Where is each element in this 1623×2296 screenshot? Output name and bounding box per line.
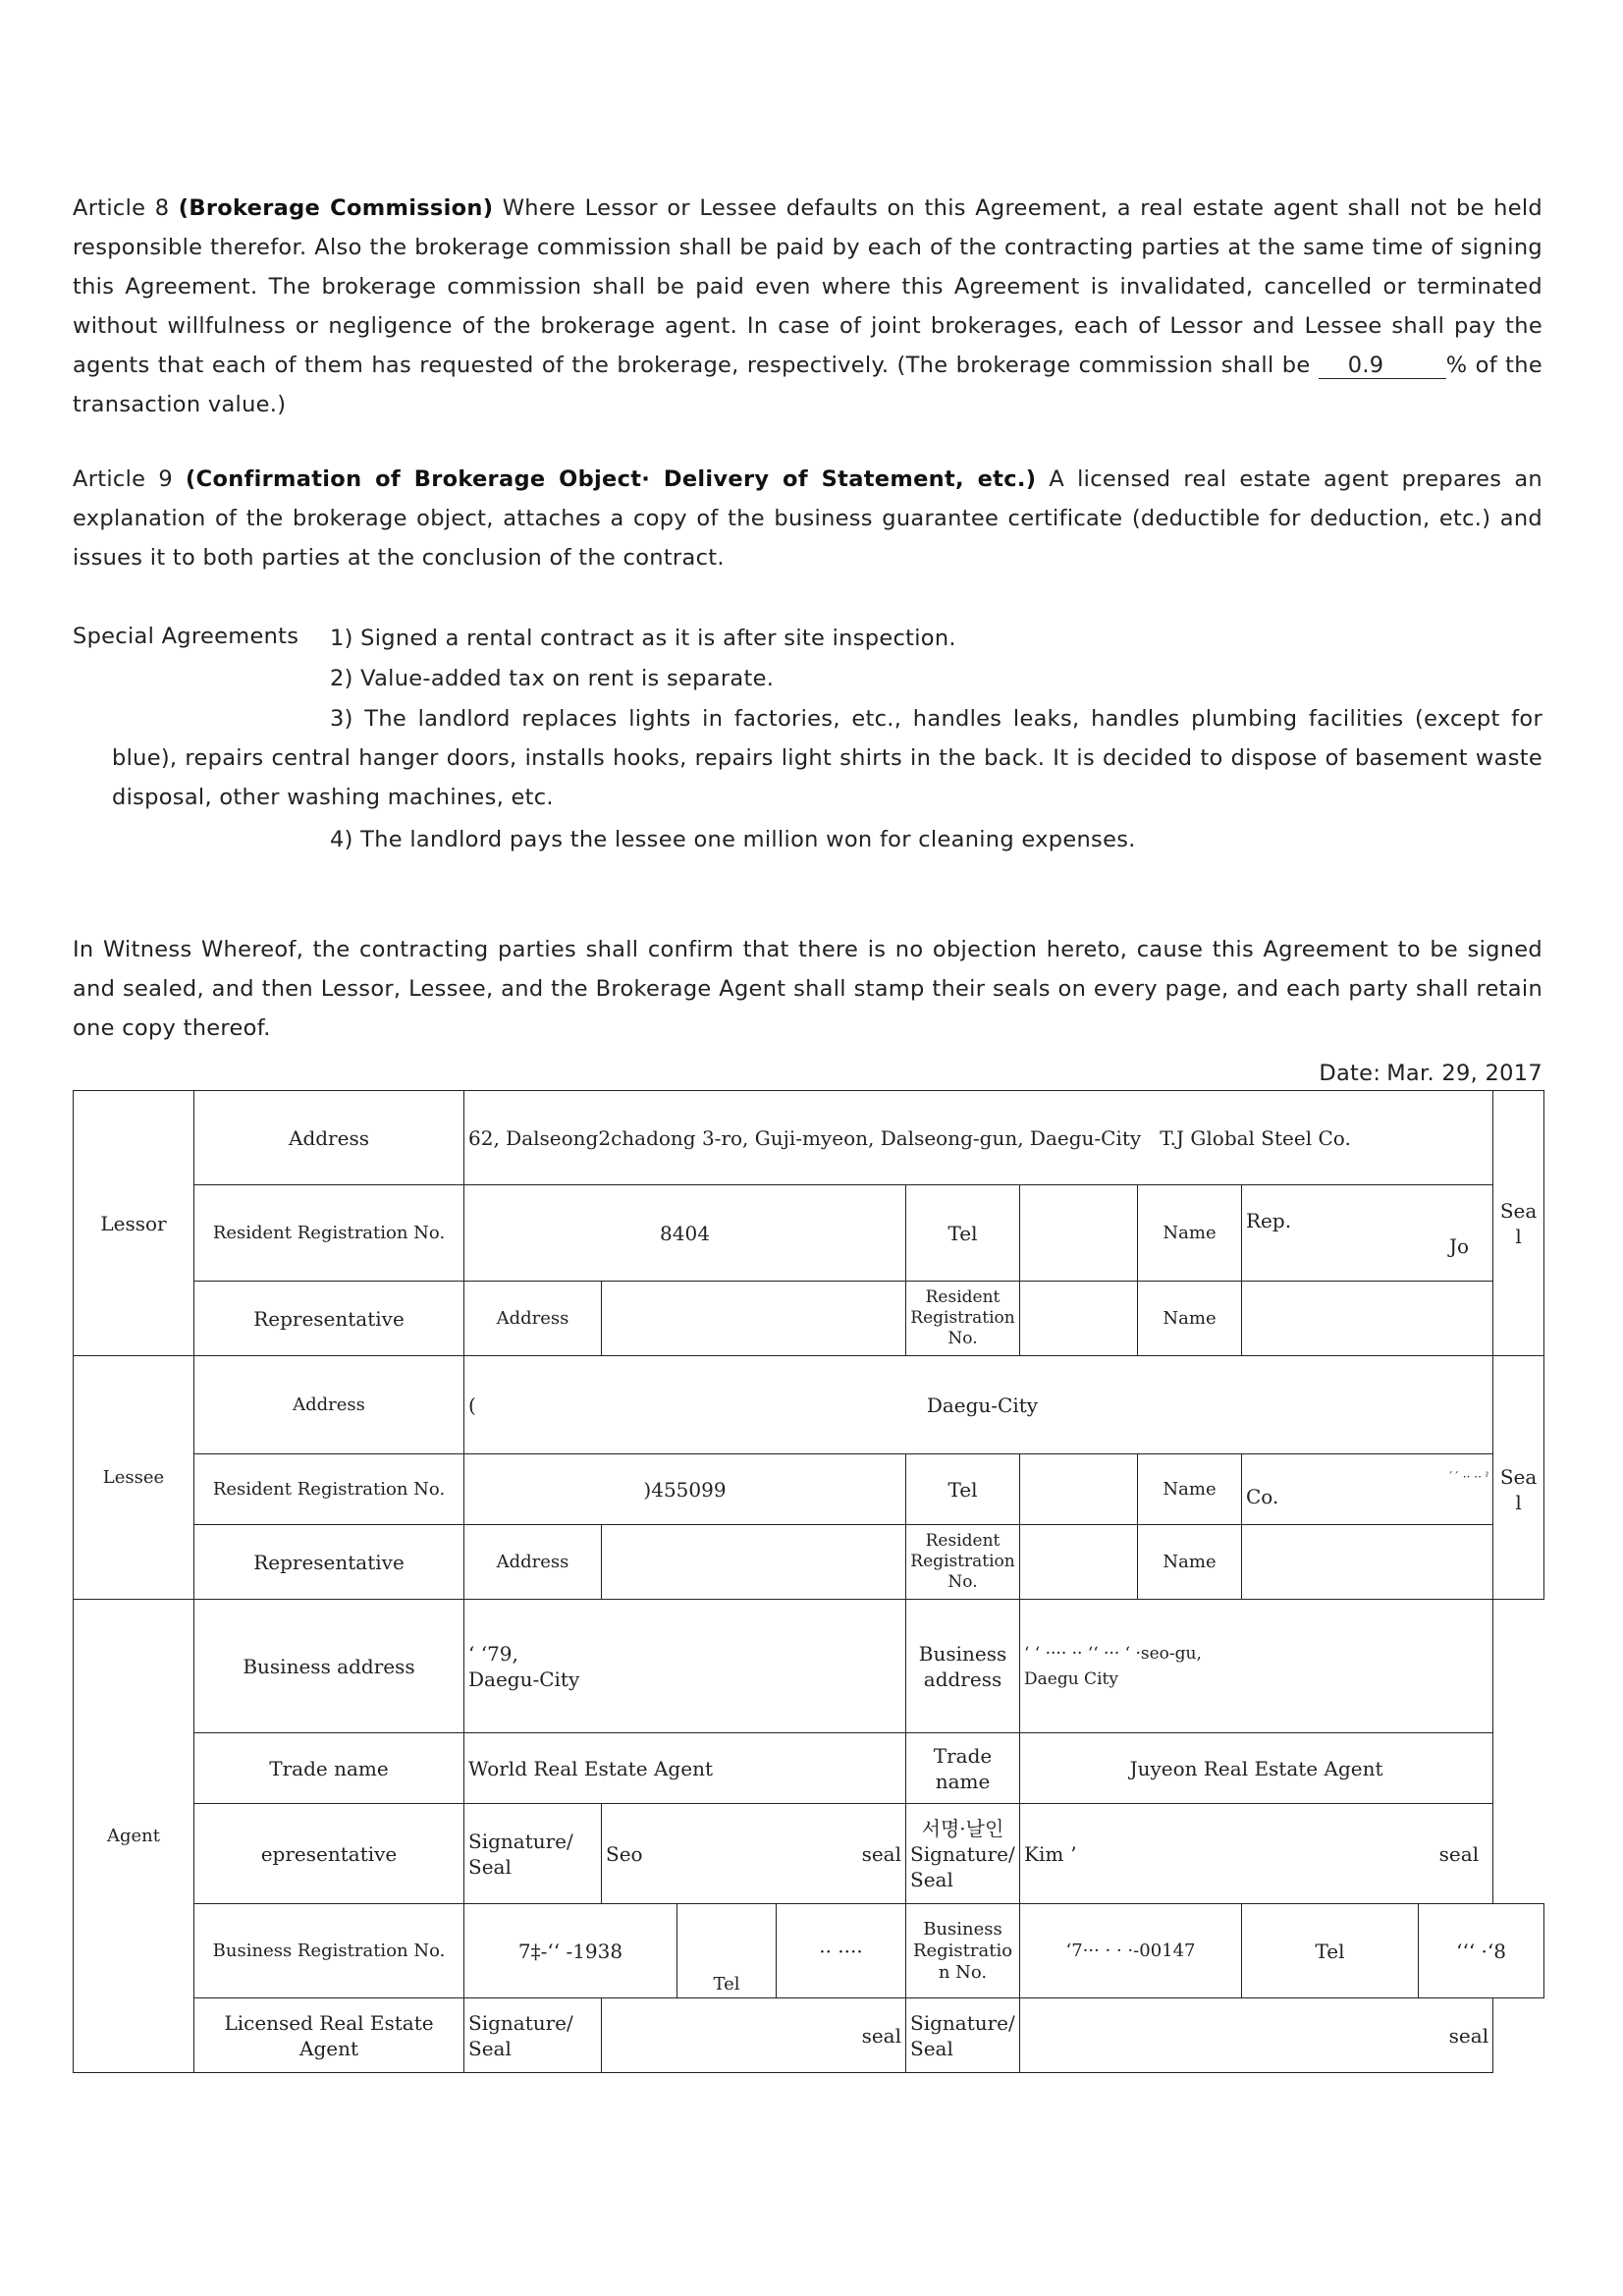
contract-date bbox=[1313, 1054, 1542, 1093]
lessor-address bbox=[464, 1091, 1493, 1185]
lessor-name-value: Jo bbox=[1449, 1233, 1470, 1258]
article-9-title: (Confirmation of Brokerage Object· Delivery of Statement, etc.) bbox=[186, 466, 1037, 492]
lessee-tel bbox=[1020, 1454, 1138, 1525]
agent-address-1 bbox=[464, 1600, 906, 1733]
lessor-name bbox=[1242, 1185, 1493, 1282]
agent-sig-label-2 bbox=[906, 1804, 1020, 1904]
lessor-rep-rrn-label: Resident Registration No. bbox=[906, 1282, 1020, 1356]
lessor-rep-address bbox=[602, 1282, 906, 1356]
special-agreement-item: 4) The landlord pays the lessee one million won for cleaning expenses. bbox=[330, 827, 1136, 852]
article-9-body: A licensed real estate agent prepares an explanation of the brokerage object, attaches a copy of the business guarantee certificate (deductible for deduction, etc.) and issues it to both parties at the conclusion of the contract. bbox=[73, 466, 1542, 571]
agent-licensed-label: Licensed Real Estate Agent bbox=[194, 1998, 464, 2073]
lessee-tel-label: Tel bbox=[906, 1454, 1020, 1525]
lessor-tel bbox=[1020, 1185, 1138, 1282]
lessor-label: Lessor bbox=[74, 1091, 194, 1356]
parties-table bbox=[73, 1090, 1544, 2073]
agent-rep-label: epresentative bbox=[194, 1804, 464, 1904]
agent-seal-2: seal bbox=[1438, 1841, 1480, 1866]
lessor-company: T.J Global Steel Co. bbox=[1160, 1125, 1351, 1150]
article-9-heading: Article 9 bbox=[73, 466, 173, 492]
lessor-rrn: 8404 bbox=[464, 1185, 906, 1282]
article-8 bbox=[73, 189, 1542, 424]
agent-rep-1 bbox=[602, 1804, 906, 1904]
agent-rep-name-1: Seo bbox=[606, 1841, 643, 1866]
lessee-rrn-row bbox=[74, 1454, 1544, 1525]
lessor-seal: Seal bbox=[1493, 1091, 1544, 1356]
agent-lic-seal-2: seal bbox=[1020, 1998, 1493, 2073]
agent-address-2-top: ʻ ʻ ···· ·· ʻʻ ··· ʻ ·seo-gu, bbox=[1024, 1643, 1202, 1664]
agent-sig-label-2-en: Signature/ Seal bbox=[910, 1841, 1015, 1891]
article-8-title: (Brokerage Commission) bbox=[178, 195, 494, 221]
lessor-address-row bbox=[74, 1091, 1544, 1185]
agent-address-1-city: Daegu-City bbox=[468, 1667, 580, 1691]
lessor-name-rep: Rep. bbox=[1246, 1208, 1292, 1232]
lessee-name-top: ´´ ·· ·· ˀ bbox=[1447, 1469, 1489, 1484]
lessor-rep-address-label: Address bbox=[464, 1282, 602, 1356]
agent-trade-name-label-2: Trade name bbox=[906, 1733, 1020, 1804]
special-agreements-label: Special Agreements bbox=[73, 624, 299, 649]
agent-trade-name-2: Juyeon Real Estate Agent bbox=[1020, 1733, 1493, 1804]
agent-tel-label-2: Tel bbox=[1242, 1904, 1419, 1998]
lessee-seal: Seal bbox=[1493, 1356, 1544, 1600]
date-value: Mar. 29, 2017 bbox=[1386, 1061, 1542, 1086]
lessor-address-label: Address bbox=[194, 1091, 464, 1185]
lessee-address-value: Daegu-City bbox=[926, 1393, 1039, 1417]
special-agreement-item: 3) The landlord replaces lights in factories, etc., handles leaks, handles plumbing facilities (except for blue), repairs central hanger doors, installs hooks, repairs light shirts in the back. It is decided to dispose of basement waste disposal, other washing machines, etc. bbox=[112, 706, 1542, 810]
lessee-address bbox=[464, 1356, 1493, 1454]
agent-seal-1: seal bbox=[861, 1841, 901, 1866]
lessee-rep-row bbox=[74, 1525, 1544, 1600]
agent-brn-row bbox=[74, 1904, 1544, 1998]
lessee-address-label: Address bbox=[194, 1356, 464, 1454]
lessor-address-value: 62, Dalseong2chadong 3-ro, Guji-myeon, Dalseong-gun, Daegu-City bbox=[468, 1125, 1142, 1150]
special-agreement-item: 2) Value-added tax on rent is separate. bbox=[330, 666, 775, 691]
lessor-rrn-row bbox=[74, 1185, 1544, 1282]
lessee-rep-name bbox=[1242, 1525, 1493, 1600]
commission-rate: 0.9 bbox=[1319, 353, 1446, 379]
agent-brn-label-2: Business Registration No. bbox=[906, 1904, 1020, 1998]
lessee-name-label: Name bbox=[1138, 1454, 1242, 1525]
special-agreement-item: 1) Signed a rental contract as it is after site inspection. bbox=[330, 626, 956, 651]
lessor-name-label: Name bbox=[1138, 1185, 1242, 1282]
lessee-rep-rrn-label: Resident Registration No. bbox=[906, 1525, 1020, 1600]
article-8-heading: Article 8 bbox=[73, 195, 170, 221]
agent-label: Agent bbox=[74, 1600, 194, 2073]
agent-trade-row bbox=[74, 1733, 1544, 1804]
lessee-rrn: )455099 bbox=[464, 1454, 906, 1525]
agent-address-1-top: ʻ ʻ79, bbox=[468, 1641, 518, 1666]
agent-business-address-label: Business address bbox=[194, 1600, 464, 1733]
lessee-rep-rrn bbox=[1020, 1525, 1138, 1600]
agent-address-2 bbox=[1020, 1600, 1493, 1733]
article-8-tail: % of the transaction value.) bbox=[73, 353, 1542, 417]
lessee-rrn-label: Resident Registration No. bbox=[194, 1454, 464, 1525]
agent-brn-2: ʻ7··· · · ·-00147 bbox=[1020, 1904, 1242, 1998]
agent-licensed-row bbox=[74, 1998, 1544, 2073]
lessee-label: Lessee bbox=[74, 1356, 194, 1600]
lessor-rep-rrn bbox=[1020, 1282, 1138, 1356]
lessee-address-row bbox=[74, 1356, 1544, 1454]
lessee-rep-name-label: Name bbox=[1138, 1525, 1242, 1600]
agent-lic-sig-label: Signature/ Seal bbox=[464, 1998, 602, 2073]
agent-rep-name-2: Kim ʼ bbox=[1024, 1841, 1077, 1866]
lessee-rep-address-label: Address bbox=[464, 1525, 602, 1600]
lessee-name bbox=[1242, 1454, 1493, 1525]
article-9 bbox=[73, 460, 1542, 577]
agent-rep-2 bbox=[1020, 1804, 1493, 1904]
lessor-rrn-label: Resident Registration No. bbox=[194, 1185, 464, 1282]
agent-address-2-city: Daegu City bbox=[1024, 1668, 1118, 1689]
agent-tel-1: ·· ···· bbox=[777, 1904, 906, 1998]
lessee-rep-label: Representative bbox=[194, 1525, 464, 1600]
agent-sig-label-2-kr: 서명·날인 bbox=[921, 1816, 1004, 1840]
lessee-name-value: Co. bbox=[1246, 1484, 1279, 1508]
agent-trade-name-1: World Real Estate Agent bbox=[464, 1733, 906, 1804]
agent-tel-2: ʻʻʻ ·ʻ8 bbox=[1419, 1904, 1544, 1998]
agent-brn-label: Business Registration No. bbox=[194, 1904, 464, 1998]
agent-tel-label: Tel bbox=[677, 1904, 777, 1998]
agent-trade-name-label: Trade name bbox=[194, 1733, 464, 1804]
witness-clause: In Witness Whereof, the contracting parties shall confirm that there is no objection hereto, cause this Agreement to be signed and sealed, and then Lessor, Lessee, and the Brokerage Agent shall stamp their seals on every page, and each party shall retain one copy thereof. bbox=[73, 937, 1542, 1041]
lessee-address-prefix: ( bbox=[468, 1393, 476, 1417]
agent-sig-label: Signature/ Seal bbox=[464, 1804, 602, 1904]
agent-lic-seal-1: seal bbox=[602, 1998, 906, 2073]
lessor-rep-name-label: Name bbox=[1138, 1282, 1242, 1356]
agent-business-address-label-2: Business address bbox=[906, 1600, 1020, 1733]
agent-address-row bbox=[74, 1600, 1544, 1733]
lessor-tel-label: Tel bbox=[906, 1185, 1020, 1282]
lessor-rep-name bbox=[1242, 1282, 1493, 1356]
date-label: Date: bbox=[1319, 1061, 1381, 1086]
agent-brn-1: 7‡-ʻʻ -1938 bbox=[464, 1904, 677, 1998]
agent-lic-sig-label-2: Signature/ Seal bbox=[906, 1998, 1020, 2073]
lessee-rep-address bbox=[602, 1525, 906, 1600]
agent-rep-row bbox=[74, 1804, 1544, 1904]
lessor-rep-label: Representative bbox=[194, 1282, 464, 1356]
lessor-rep-row bbox=[74, 1282, 1544, 1356]
article-8-body: Where Lessor or Lessee defaults on this Agreement, a real estate agent shall not be held responsible therefor. Also the brokerage commission shall be paid by each of the contracting parties at the same time of signing this Agreement. The brokerage commission shall be paid even where this Agreement is invalidated, cancelled or terminated without willfulness or negligence of the brokerage agent. In case of joint brokerages, each of Lessor and Lessee shall pay the agents that each of them has requested of the brokerage, respectively. (The brokerage commission shall be bbox=[73, 195, 1543, 378]
